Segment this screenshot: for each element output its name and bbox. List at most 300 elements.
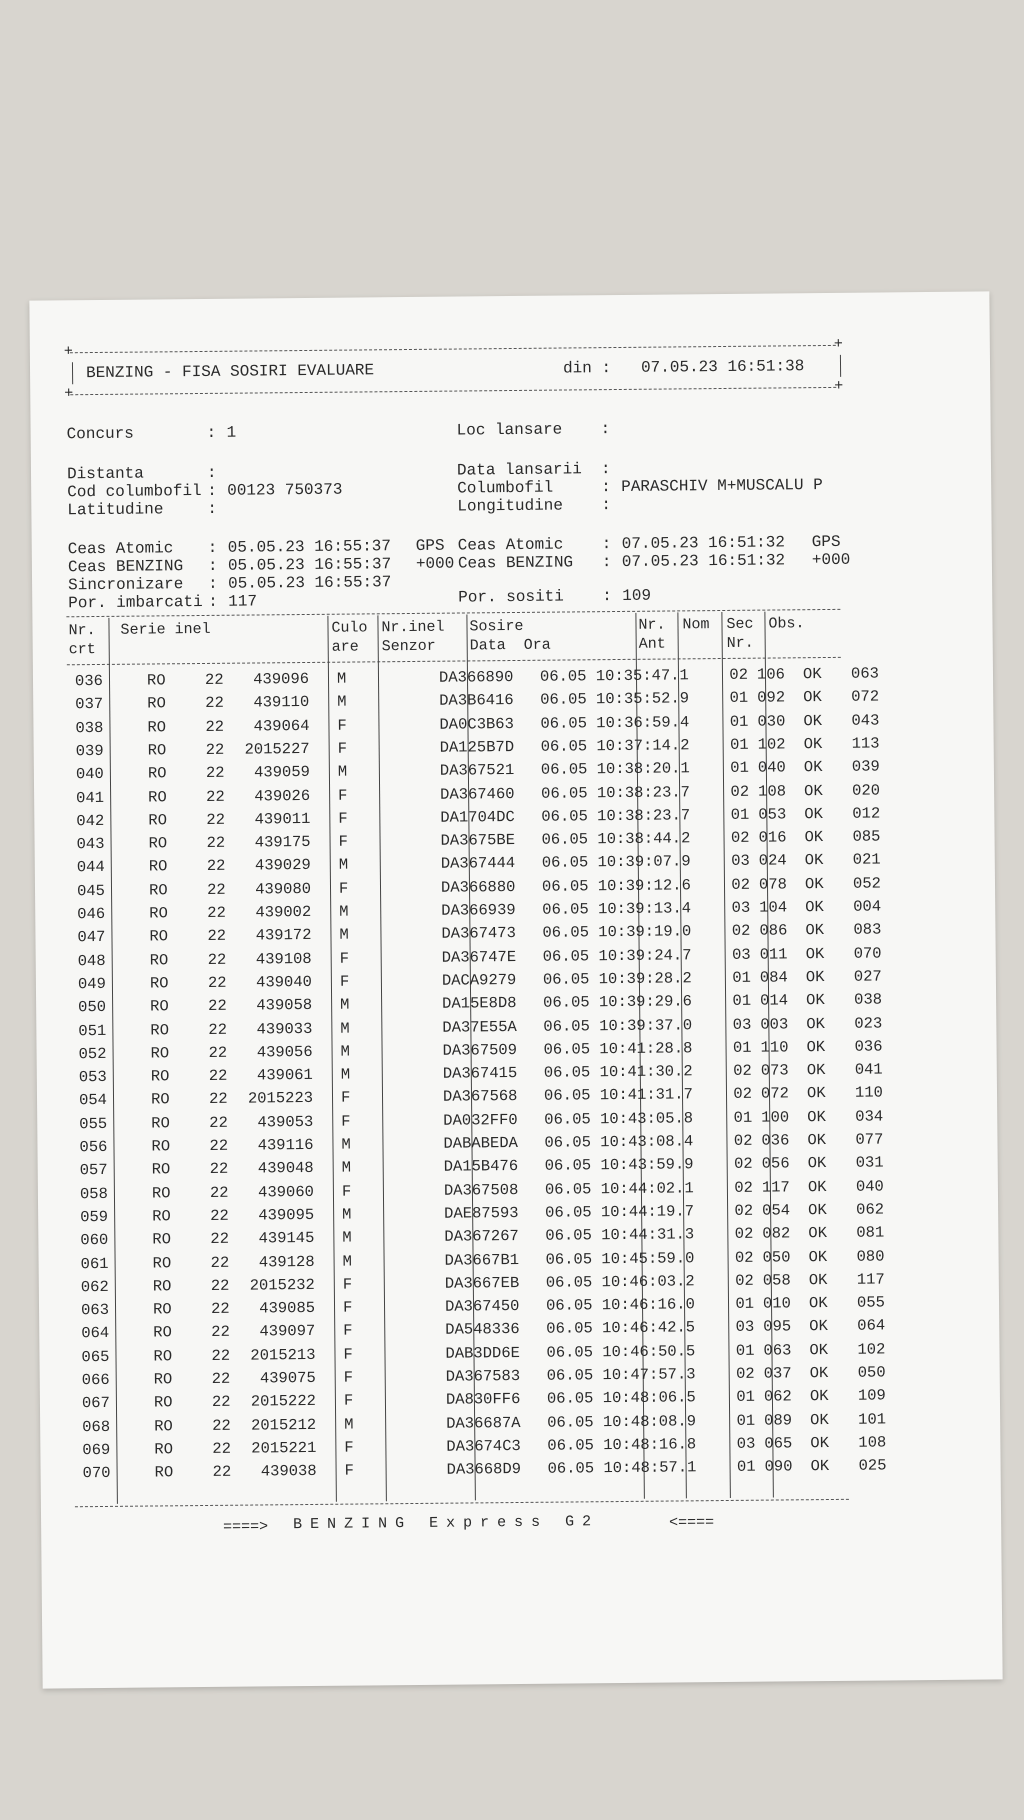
row-sensor: DABABEDA <box>443 1133 518 1153</box>
row-sensor: DA3667B1 <box>444 1250 520 1270</box>
row-sensor: DA367450 <box>444 1297 520 1316</box>
row-arrival-datetime: 06.05 10:39:24.7 <box>542 945 692 966</box>
corner-plus: + <box>63 343 73 361</box>
row-ring-number: 439064 <box>253 716 310 736</box>
field-value: 07.05.23 16:51:32 <box>621 533 786 553</box>
row-sec: OK <box>806 1014 826 1033</box>
row-obs: 031 <box>855 1153 884 1173</box>
row-sensor: DA15B476 <box>443 1157 519 1176</box>
row-year: 22 <box>212 1462 232 1482</box>
footer-left-arrow: ====> <box>223 1518 269 1536</box>
table-row <box>37 1060 937 1088</box>
row-sec: OK <box>802 665 822 684</box>
col-inel-top: Nr.inel <box>381 618 445 637</box>
table-row <box>35 920 935 948</box>
field-value: 00123 750373 <box>227 480 343 500</box>
row-nom: 072 <box>760 1084 790 1104</box>
row-nr: 063 <box>80 1301 110 1320</box>
row-nr: 067 <box>81 1394 110 1413</box>
row-nom: 011 <box>759 944 788 964</box>
row-sex: F <box>343 1368 354 1387</box>
row-obs: 101 <box>858 1410 887 1429</box>
row-sensor: DA3675BE <box>440 831 516 850</box>
col-nr-top: Nr. <box>68 622 96 640</box>
row-year: 22 <box>205 694 224 713</box>
row-year: 22 <box>208 1043 228 1062</box>
row-sensor: DA367473 <box>441 924 516 944</box>
row-sec: OK <box>807 1177 827 1196</box>
row-obs: 108 <box>858 1433 887 1452</box>
row-nom: 065 <box>764 1434 793 1453</box>
row-sec: OK <box>810 1433 830 1453</box>
table-row <box>40 1433 940 1461</box>
row-nr: 037 <box>75 695 104 714</box>
table-row <box>41 1456 941 1484</box>
row-sensor: DAE87593 <box>444 1203 519 1223</box>
row-arrival-datetime: 06.05 10:38:20.1 <box>540 759 690 779</box>
row-year: 22 <box>206 833 226 853</box>
row-ring-number: 439058 <box>256 996 313 1015</box>
field-sep: : <box>207 499 218 518</box>
row-nr: 064 <box>81 1324 110 1343</box>
row-nr: 070 <box>82 1464 111 1483</box>
col-nom: Nom <box>682 616 710 634</box>
row-antenna: 02 <box>731 922 751 941</box>
date-label: din : <box>562 359 612 378</box>
row-antenna: 01 <box>732 1038 752 1057</box>
row-nom: 003 <box>760 1014 789 1034</box>
row-year: 22 <box>207 973 227 992</box>
row-nom: 014 <box>760 991 789 1010</box>
row-nom: 037 <box>763 1364 792 1383</box>
row-sensor: DACA9279 <box>441 970 517 990</box>
row-arrival-datetime: 06.05 10:44:02.1 <box>544 1178 694 1199</box>
table-row <box>34 804 934 832</box>
row-sensor: DA1704DC <box>440 807 515 827</box>
row-country: RO <box>154 1440 174 1459</box>
row-ring-number: 2015213 <box>250 1345 316 1365</box>
row-nom: 058 <box>762 1271 791 1290</box>
field-value: PARASCHIV M+MUSCALU P <box>621 476 823 496</box>
row-obs: 077 <box>855 1130 884 1149</box>
row-sensor: DA367508 <box>443 1180 519 1200</box>
row-nr: 058 <box>79 1184 108 1203</box>
row-antenna: 01 <box>733 1108 753 1127</box>
row-country: RO <box>151 1183 171 1203</box>
row-sex: F <box>339 949 350 968</box>
row-nr: 052 <box>78 1044 107 1063</box>
row-nom: 117 <box>761 1177 790 1197</box>
row-sec: OK <box>806 991 825 1010</box>
row-sensor: DA3674C3 <box>446 1436 521 1456</box>
row-arrival-datetime: 06.05 10:38:44.2 <box>541 829 691 849</box>
row-ring-number: 2015212 <box>250 1415 317 1435</box>
row-ring-number: 439040 <box>256 972 312 992</box>
table-row <box>34 734 934 762</box>
row-antenna: 02 <box>733 1061 752 1081</box>
row-sensor: DA367415 <box>442 1064 518 1083</box>
col-ant-top: Nr. <box>638 616 666 634</box>
row-country: RO <box>147 764 167 783</box>
field-suffix: +000 <box>415 554 455 573</box>
row-antenna: 02 <box>729 665 749 684</box>
row-ring-number: 439116 <box>257 1135 314 1155</box>
document-title: BENZING - FISA SOSIRI EVALUARE <box>85 361 375 383</box>
row-sex: M <box>338 855 349 875</box>
field-label: Loc lansare <box>456 420 563 440</box>
row-arrival-datetime: 06.05 10:39:12.6 <box>541 876 691 896</box>
row-sec: OK <box>809 1317 828 1336</box>
row-arrival-datetime: 06.05 10:48:57.1 <box>547 1458 697 1478</box>
row-country: RO <box>150 1090 170 1109</box>
row-antenna: 02 <box>731 875 751 894</box>
row-ring-number: 439048 <box>257 1159 314 1178</box>
row-ring-number: 439061 <box>256 1066 313 1085</box>
row-sex: F <box>338 809 348 828</box>
row-antenna: 01 <box>730 758 749 778</box>
row-sec: OK <box>808 1247 828 1266</box>
row-sensor: DA366939 <box>441 901 516 920</box>
table-row <box>38 1223 938 1251</box>
row-antenna: 01 <box>735 1341 755 1360</box>
row-country: RO <box>148 811 168 830</box>
field-sep: : <box>600 420 611 439</box>
row-sec: OK <box>807 1131 827 1150</box>
row-sex: M <box>337 692 347 711</box>
col-culo-bottom: are <box>331 638 359 656</box>
row-sensor: DA367568 <box>442 1087 518 1107</box>
table-row <box>35 874 935 902</box>
row-antenna: 02 <box>730 828 750 848</box>
row-sex: M <box>340 995 350 1014</box>
row-nom: 010 <box>762 1294 792 1313</box>
row-arrival-datetime: 06.05 10:44:19.7 <box>545 1202 695 1222</box>
table-row <box>36 990 936 1018</box>
row-obs: 041 <box>854 1060 883 1079</box>
row-sec: OK <box>806 1084 826 1103</box>
row-nom: 062 <box>763 1387 792 1406</box>
table-row <box>40 1363 940 1391</box>
row-sex: F <box>342 1298 353 1317</box>
row-year: 22 <box>206 880 226 899</box>
row-antenna: 01 <box>729 689 749 708</box>
row-country: RO <box>146 671 166 690</box>
row-nr: 036 <box>74 671 104 691</box>
row-antenna: 02 <box>733 1085 753 1104</box>
row-obs: 021 <box>852 850 881 870</box>
row-obs: 085 <box>852 827 881 846</box>
row-obs: 113 <box>851 734 880 753</box>
table-row <box>37 1037 937 1065</box>
row-country: RO <box>152 1230 172 1249</box>
row-country: RO <box>148 881 168 900</box>
field-suffix: +000 <box>811 550 851 570</box>
row-country: RO <box>153 1370 173 1389</box>
row-antenna: 03 <box>735 1318 755 1337</box>
row-sec: OK <box>805 898 824 917</box>
printed-sheet <box>29 291 1002 1688</box>
col-serie: Serie inel <box>120 620 211 639</box>
row-sec: OK <box>804 781 823 800</box>
row-nom: 030 <box>757 711 786 731</box>
row-country: RO <box>148 787 167 807</box>
row-nom: 104 <box>759 898 788 917</box>
row-sensor: DA367521 <box>439 761 515 780</box>
row-sex: F <box>343 1345 353 1364</box>
field-label: Ceas Atomic <box>67 539 174 559</box>
row-year: 22 <box>206 787 225 806</box>
row-ring-number: 439085 <box>259 1299 316 1318</box>
row-country: RO <box>152 1300 172 1319</box>
title-border-left <box>72 362 73 384</box>
row-year: 22 <box>210 1253 230 1272</box>
row-sensor: DA366890 <box>438 668 514 687</box>
row-nr: 042 <box>76 811 105 831</box>
col-sec-bottom: Nr. <box>726 634 754 652</box>
row-nom: 063 <box>763 1341 792 1360</box>
row-antenna: 03 <box>731 852 750 871</box>
table-row <box>33 711 933 739</box>
row-nr: 069 <box>82 1440 111 1460</box>
row-sex: M <box>336 669 347 688</box>
row-arrival-datetime: 06.05 10:43:08.4 <box>544 1132 694 1152</box>
row-country: RO <box>154 1416 173 1436</box>
row-obs: 043 <box>851 711 880 730</box>
row-nom: 073 <box>760 1061 789 1080</box>
row-sensor: DAB3DD6E <box>445 1343 520 1363</box>
table-row <box>39 1293 939 1321</box>
row-nom: 108 <box>758 781 787 801</box>
row-nr: 065 <box>81 1347 110 1366</box>
field-label: Data lansarii <box>456 460 582 480</box>
row-sex: M <box>340 1042 350 1061</box>
row-country: RO <box>152 1207 171 1226</box>
row-antenna: 03 <box>732 1015 752 1034</box>
row-nom: 056 <box>761 1154 790 1173</box>
row-obs: 055 <box>856 1293 886 1312</box>
row-obs: 004 <box>853 897 882 916</box>
row-sec: OK <box>804 828 824 847</box>
field-sep: : <box>601 496 612 515</box>
row-sensor: DA3B6416 <box>439 691 514 711</box>
row-arrival-datetime: 06.05 10:47:57.3 <box>546 1365 696 1385</box>
row-year: 22 <box>212 1416 231 1435</box>
row-obs: 038 <box>854 990 883 1009</box>
table-row <box>39 1270 939 1298</box>
row-sex: M <box>342 1252 352 1271</box>
row-obs: 036 <box>854 1037 883 1056</box>
row-ring-number: 439175 <box>254 833 311 852</box>
row-arrival-datetime: 06.05 10:38:23.7 <box>541 806 691 826</box>
row-sensor: DA032FF0 <box>443 1110 518 1130</box>
row-country: RO <box>150 1020 170 1040</box>
row-country: RO <box>150 1044 170 1063</box>
row-ring-number: 439110 <box>253 693 310 712</box>
row-year: 22 <box>209 1183 229 1202</box>
row-obs: 117 <box>856 1270 885 1289</box>
row-nom: 053 <box>758 805 787 824</box>
row-ring-number: 439053 <box>257 1112 314 1132</box>
row-sensor: DA367460 <box>440 784 515 804</box>
row-year: 22 <box>210 1206 229 1225</box>
row-nom: 078 <box>758 875 787 894</box>
row-antenna: 02 <box>735 1364 755 1383</box>
row-sex: F <box>343 1321 353 1341</box>
row-sex: M <box>344 1415 354 1434</box>
row-country: RO <box>151 1160 171 1179</box>
row-arrival-datetime: 06.05 10:39:29.6 <box>543 992 693 1012</box>
row-arrival-datetime: 06.05 10:46:42.5 <box>546 1318 696 1339</box>
row-sensor: DA830FF6 <box>445 1390 521 1409</box>
table-row <box>36 944 936 972</box>
row-sec: OK <box>807 1107 826 1126</box>
field-sep: : <box>600 460 611 479</box>
row-nr: 053 <box>78 1068 107 1087</box>
row-antenna: 02 <box>733 1131 753 1150</box>
row-obs: 070 <box>853 944 882 963</box>
row-country: RO <box>151 1114 170 1133</box>
row-arrival-datetime: 06.05 10:36:59.4 <box>540 712 690 733</box>
row-year: 22 <box>210 1276 230 1295</box>
field-label: Latitudine <box>67 500 164 520</box>
row-sec: OK <box>808 1200 827 1220</box>
row-sensor: DA36687A <box>446 1413 521 1433</box>
row-sec: OK <box>810 1410 829 1429</box>
row-country: RO <box>153 1347 173 1366</box>
corner-plus: + <box>64 385 74 403</box>
table-row <box>35 850 935 878</box>
row-antenna: 01 <box>732 991 752 1011</box>
table-row <box>33 687 933 715</box>
field-sep: : <box>601 535 612 554</box>
field-sep: : <box>601 553 612 572</box>
field-sep: : <box>206 463 217 482</box>
row-arrival-datetime: 06.05 10:46:03.2 <box>545 1272 695 1292</box>
row-country: RO <box>150 997 169 1016</box>
field-suffix: GPS <box>415 536 445 555</box>
row-nr: 045 <box>76 881 106 900</box>
row-sex: F <box>343 1391 354 1410</box>
row-obs: 025 <box>858 1456 887 1475</box>
row-ring-number: 439172 <box>255 926 312 945</box>
row-year: 22 <box>208 1020 228 1039</box>
row-year: 22 <box>212 1439 232 1458</box>
field-sep: : <box>206 423 217 442</box>
row-obs: 040 <box>855 1177 884 1196</box>
row-ring-number: 2015232 <box>249 1275 315 1295</box>
row-year: 22 <box>208 996 227 1016</box>
field-label: Longitudine <box>457 496 564 516</box>
row-nom: 110 <box>760 1038 789 1057</box>
row-sec: OK <box>808 1270 828 1289</box>
footer-brand: BENZING Express G2 <box>293 1513 600 1534</box>
row-year: 22 <box>207 903 226 922</box>
row-year: 22 <box>209 1160 229 1179</box>
row-arrival-datetime: 06.05 10:46:50.5 <box>546 1341 696 1362</box>
row-sex: F <box>338 879 349 898</box>
row-nr: 051 <box>78 1021 107 1040</box>
col-sec-top: Sec <box>726 615 754 633</box>
row-country: RO <box>149 927 169 946</box>
row-antenna: 03 <box>731 898 751 917</box>
table-row <box>35 897 935 925</box>
row-country: RO <box>152 1277 172 1296</box>
footer-right-arrow: <==== <box>669 1514 715 1532</box>
field-label: Concurs <box>66 424 134 444</box>
field-sep: : <box>601 478 611 497</box>
row-sec: OK <box>807 1154 827 1173</box>
row-year: 22 <box>211 1346 231 1365</box>
row-antenna: 01 <box>729 712 749 731</box>
row-sex: M <box>339 925 349 944</box>
row-antenna: 01 <box>736 1457 756 1477</box>
col-ant-bottom: Ant <box>638 635 666 653</box>
row-country: RO <box>149 974 169 993</box>
row-sec: OK <box>803 711 823 730</box>
row-nom: 089 <box>764 1410 793 1430</box>
row-arrival-datetime: 06.05 10:39:13.4 <box>542 899 692 919</box>
row-ring-number: 2015227 <box>244 739 310 759</box>
row-year: 22 <box>205 763 225 783</box>
row-nr: 041 <box>76 788 105 807</box>
row-sec: OK <box>805 944 825 963</box>
row-sensor: DA3667EB <box>444 1273 520 1293</box>
row-ring-number: 439128 <box>258 1252 315 1271</box>
row-year: 22 <box>206 810 226 829</box>
row-sex: F <box>341 1112 351 1131</box>
row-antenna: 02 <box>734 1201 754 1220</box>
row-obs: 020 <box>852 780 881 800</box>
row-sex: M <box>341 1135 351 1154</box>
table-row <box>38 1177 938 1205</box>
row-nom: 040 <box>757 758 786 777</box>
row-nom: 024 <box>758 851 787 871</box>
row-sex: F <box>344 1461 355 1480</box>
row-ring-number: 439097 <box>259 1322 316 1341</box>
row-nr: 049 <box>77 974 106 994</box>
table-row <box>38 1153 938 1181</box>
row-ring-number: 439059 <box>254 763 310 782</box>
field-label: Distanta <box>66 464 144 484</box>
row-country: RO <box>154 1463 174 1482</box>
field-label: Por. sositi <box>458 587 564 607</box>
row-sex: F <box>341 1182 352 1201</box>
row-obs: 072 <box>851 687 880 707</box>
field-sep: : <box>208 592 218 611</box>
row-ring-number: 439095 <box>258 1205 315 1225</box>
date-value: 07.05.23 16:51:38 <box>640 357 805 377</box>
row-sensor: DA37E55A <box>442 1017 517 1037</box>
row-nom: 090 <box>764 1457 793 1476</box>
row-arrival-datetime: 06.05 10:35:47.1 <box>539 666 689 686</box>
row-nr: 068 <box>82 1417 111 1436</box>
row-sec: OK <box>803 758 823 777</box>
row-arrival-datetime: 06.05 10:39:28.2 <box>542 969 692 989</box>
row-ring-number: 439075 <box>259 1368 316 1388</box>
row-antenna: 02 <box>735 1271 754 1290</box>
row-obs: 034 <box>855 1107 884 1126</box>
row-nr: 056 <box>79 1137 108 1157</box>
table-row <box>34 827 934 855</box>
row-nr: 059 <box>80 1207 109 1227</box>
row-obs: 083 <box>853 920 882 940</box>
row-country: RO <box>148 834 168 853</box>
row-country: RO <box>153 1323 172 1342</box>
row-nr: 057 <box>79 1161 108 1180</box>
row-nr: 048 <box>77 951 106 970</box>
table-row <box>34 757 934 785</box>
row-sensor: DA366880 <box>440 877 516 897</box>
